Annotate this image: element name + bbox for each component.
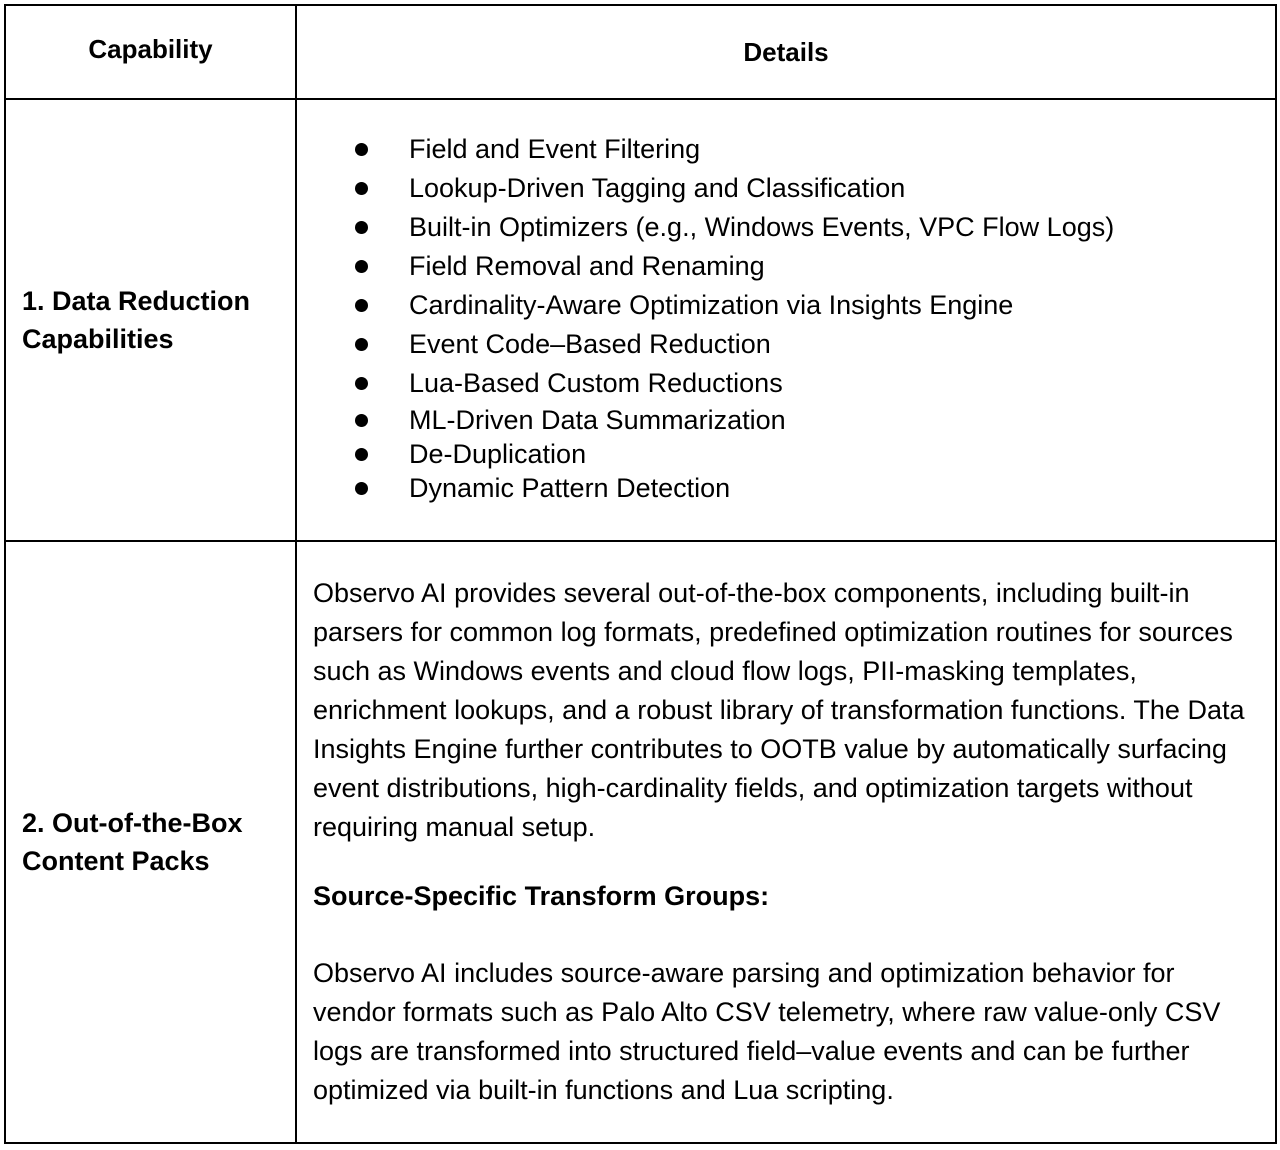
list-item-text: Dynamic Pattern Detection <box>409 472 731 503</box>
capability-title: Capabilities <box>22 324 174 354</box>
bullet-icon <box>355 221 368 234</box>
list-item-text: Cardinality-Aware Optimization via Insights Engine <box>409 289 1014 320</box>
list-item <box>353 325 1275 364</box>
details-cell <box>296 99 1276 541</box>
list-item-text: Lookup-Driven Tagging and Classification <box>409 172 906 203</box>
capability-title: 1. Data Reduction <box>22 286 251 316</box>
table-header-row <box>5 5 1276 99</box>
list-item-text: De-Duplication <box>409 438 587 469</box>
list-item-text: Built-in Optimizers (e.g., Windows Events, VPC Flow Logs) <box>409 211 1115 242</box>
capability-cell <box>5 99 296 541</box>
list-item-text: Event Code–Based Reduction <box>409 328 771 359</box>
bullet-icon <box>355 414 368 427</box>
bullet-icon <box>355 338 368 351</box>
bullet-icon <box>355 260 368 273</box>
list-item <box>353 286 1275 325</box>
bullet-icon <box>355 482 368 495</box>
header-details: Details <box>296 5 1276 99</box>
details-cell <box>296 541 1276 1143</box>
reduction-bullet-list <box>297 130 1275 505</box>
capability-cell <box>5 541 296 1143</box>
list-item <box>353 471 1275 505</box>
list-item <box>353 208 1275 247</box>
table-row <box>5 99 1276 541</box>
list-item-text: ML-Driven Data Summarization <box>409 404 786 435</box>
bullet-icon <box>355 143 368 156</box>
bullet-icon <box>355 299 368 312</box>
bullet-icon <box>355 182 368 195</box>
list-item <box>353 437 1275 471</box>
subheading: Source-Specific Transform Groups: <box>313 881 770 911</box>
list-item <box>353 364 1275 403</box>
list-item-text: Field Removal and Renaming <box>409 250 765 281</box>
table-row <box>5 541 1276 1143</box>
list-item-text: Field and Event Filtering <box>409 133 701 164</box>
list-item-text: Lua-Based Custom Reductions <box>409 367 783 398</box>
details-paragraph: Observo AI provides several out-of-the-box components, including built-in parsers for common log formats, predefined optimization routines for sources such as Windows events and cloud flow logs, PII-masking templates, enrichment lookups, and a robust library of transformation functions. The Data Insights Engine further contributes to OOTB value by automatically surfacing event distributions, high-cardinality fields, and optimization targets without requiring manual setup. <box>313 578 1245 842</box>
list-item <box>353 169 1275 208</box>
bullet-icon <box>355 448 368 461</box>
capability-title: 2. Out-of-the-Box <box>22 808 243 838</box>
bullet-icon <box>355 377 368 390</box>
capability-table <box>4 4 1277 1144</box>
details-paragraph: Observo AI includes source-aware parsing and optimization behavior for vendor formats such as Palo Alto CSV telemetry, where raw value-only CSV logs are transformed into structured field–value events and can be further optimized via built-in functions and Lua scripting. <box>313 958 1221 1105</box>
capability-title: Content Packs <box>22 846 210 876</box>
list-item <box>353 403 1275 437</box>
list-item <box>353 130 1275 169</box>
list-item <box>353 247 1275 286</box>
header-capability: Capability <box>5 5 296 99</box>
